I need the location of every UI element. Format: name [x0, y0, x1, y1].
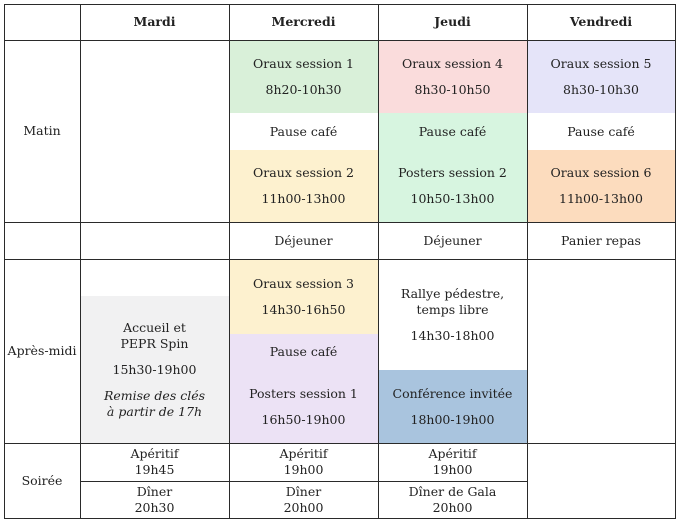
rallye-pedestre [378, 259, 527, 370]
accueil-time: 15h30-19h00 [112, 361, 197, 377]
pause-cafe [378, 113, 527, 150]
session-time: 8h20-10h30 [265, 81, 342, 97]
session-posters-2 [378, 150, 527, 222]
grid-line [4, 40, 676, 41]
session-time: 14h30-16h50 [261, 301, 346, 317]
aperitif-mardi [80, 443, 229, 481]
diner-time: 20h30 [134, 499, 175, 515]
aperitif-label: Apéritif [428, 446, 477, 461]
grid-line [4, 4, 5, 519]
session-posters-1 [229, 370, 378, 443]
aperitif-mercredi [229, 443, 378, 481]
pause-label: Pause café [269, 344, 338, 359]
grid-line [4, 222, 676, 223]
dejeuner-vendredi: Panier repas [561, 232, 641, 248]
grid-line [4, 259, 676, 260]
accueil-note2: à partir de 17h [106, 403, 203, 419]
rallye-line2: temps libre [416, 301, 489, 317]
session-title: Oraux session 1 [253, 55, 354, 71]
session-oraux-3 [229, 259, 378, 334]
session-title: Oraux session 3 [253, 275, 354, 291]
dejeuner-jeudi: Déjeuner [423, 232, 482, 248]
diner-label: Dîner [136, 483, 173, 499]
aperitif-label: Apéritif [279, 446, 328, 461]
grid-line [229, 4, 230, 519]
session-title: Conférence invitée [392, 385, 513, 401]
session-oraux-1 [229, 40, 378, 113]
grid-line [4, 443, 676, 444]
row-label-apres-midi: Après-midi [7, 343, 77, 358]
row-label-soiree: Soirée [21, 472, 63, 488]
aperitif-time: 19h45 [134, 462, 175, 477]
aperitif-jeudi [378, 443, 527, 481]
header-vendredi: Vendredi [569, 14, 633, 29]
session-oraux-6 [527, 150, 675, 222]
header-mardi: Mardi [133, 14, 176, 29]
session-time: 8h30-10h50 [414, 81, 491, 97]
aperitif-time: 19h00 [283, 462, 324, 477]
pause-cafe [527, 113, 675, 150]
pause-cafe [229, 334, 378, 370]
grid-line [4, 4, 676, 5]
session-title: Oraux session 6 [550, 165, 652, 180]
diner-de-gala [378, 481, 527, 518]
diner-label: Dîner de Gala [408, 483, 497, 499]
session-title: Oraux session 2 [253, 165, 354, 180]
rallye-time: 14h30-18h00 [410, 327, 495, 343]
conference-invitee [378, 370, 527, 443]
header-jeudi: Jeudi [434, 14, 471, 29]
diner-time: 20h00 [432, 499, 473, 515]
grid-line [80, 481, 527, 482]
diner-label: Dîner [285, 483, 322, 499]
session-time: 11h00-13h00 [261, 191, 346, 206]
header-mercredi: Mercredi [271, 14, 336, 29]
diner-mardi [80, 481, 229, 518]
session-oraux-5 [527, 40, 675, 113]
aperitif-label: Apéritif [130, 446, 179, 461]
grid-line [675, 4, 676, 519]
pause-label: Pause café [418, 123, 487, 139]
session-time: 16h50-19h00 [261, 411, 346, 427]
session-oraux-4 [378, 40, 527, 113]
session-oraux-2 [229, 150, 378, 222]
row-label-matin: Matin [23, 123, 61, 138]
session-time: 10h50-13h00 [410, 191, 495, 206]
grid-line [80, 4, 81, 519]
accueil-line1: Accueil et [123, 319, 186, 335]
grid-line [4, 518, 676, 519]
header-corner [4, 4, 80, 40]
diner-time: 20h00 [283, 499, 324, 515]
session-title: Posters session 2 [398, 165, 507, 180]
session-time: 18h00-19h00 [410, 411, 495, 427]
accueil-line2: PEPR Spin [120, 335, 189, 351]
diner-mercredi [229, 481, 378, 518]
accueil-note1: Remise des clés [103, 387, 206, 403]
grid-line [378, 4, 379, 519]
session-time: 11h00-13h00 [559, 191, 643, 206]
dejeuner-mercredi: Déjeuner [274, 232, 333, 248]
session-title: Posters session 1 [249, 385, 358, 401]
pause-label: Pause café [269, 123, 338, 139]
aperitif-time: 19h00 [432, 462, 473, 477]
session-time: 8h30-10h30 [563, 81, 639, 97]
accueil-pepr-spin [80, 296, 229, 443]
grid-line [527, 4, 528, 519]
session-title: Oraux session 4 [402, 55, 503, 71]
pause-cafe [229, 113, 378, 150]
pause-label: Pause café [567, 123, 635, 139]
session-title: Oraux session 5 [550, 55, 652, 71]
rallye-line1: Rallye pédestre, [400, 285, 505, 301]
